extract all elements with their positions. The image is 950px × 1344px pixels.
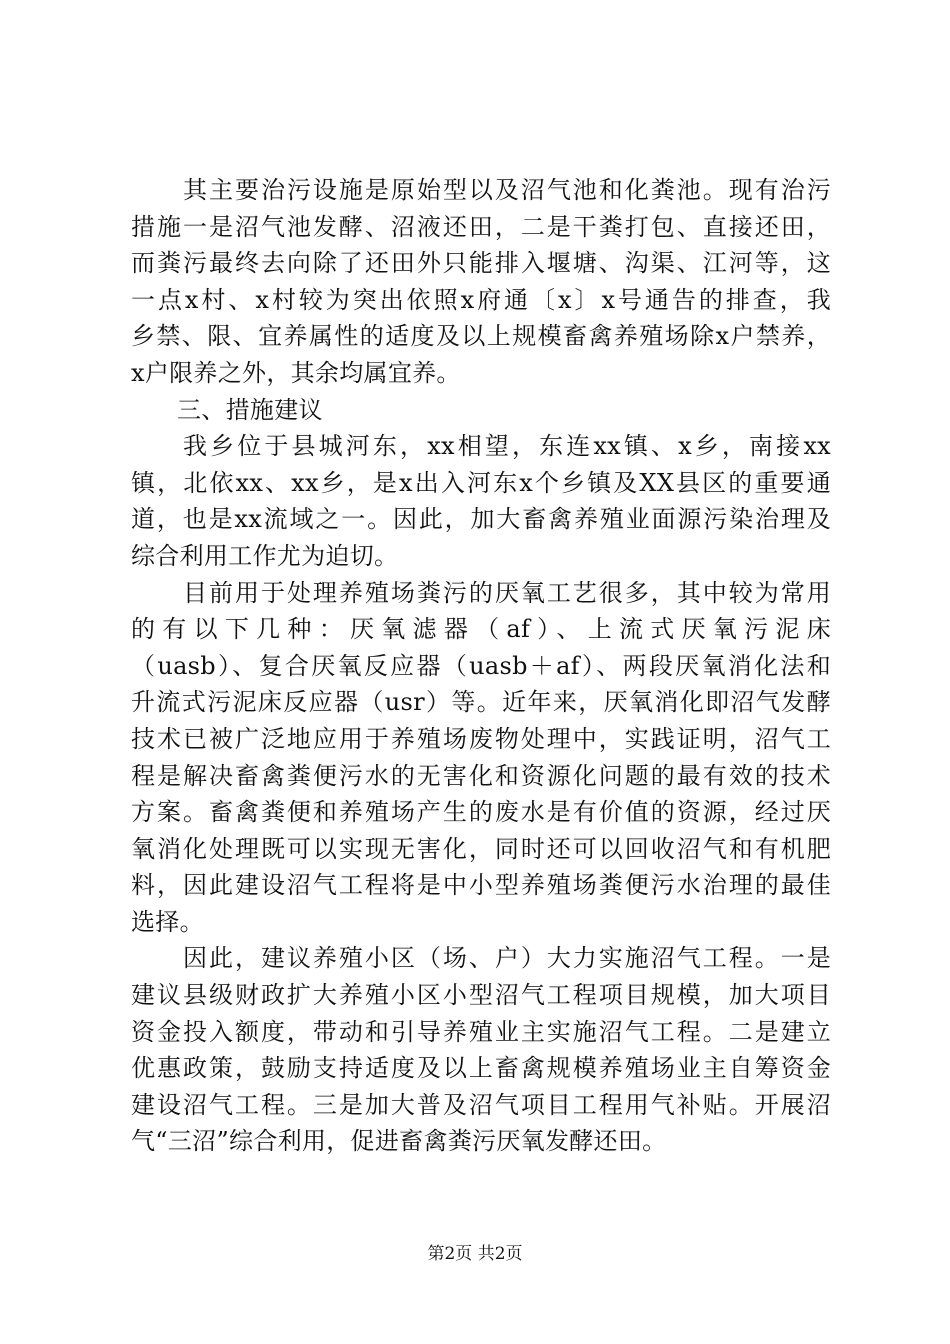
- body-text-line: 优惠政策，鼓励支持适度及以上畜禽规模养殖场业主自筹资金: [131, 1054, 831, 1083]
- body-text-line: 道，也是xx流域之一。因此，加大畜禽养殖业面源污染治理及: [131, 505, 831, 534]
- section-heading: 三、措施建议: [177, 395, 323, 424]
- body-text-line: 选择。: [131, 907, 204, 936]
- body-text-line: 乡禁、限、宜养属性的适度及以上规模畜禽养殖场除x户禁养，: [131, 322, 831, 351]
- body-text-line: 一点x村、x村较为突出依照x府通〔x〕x号通告的排查，我: [131, 285, 831, 314]
- document-body: [131, 172, 831, 1160]
- body-text-line: 我乡位于县城河东，xx相望，东连xx镇、x乡，南接xx: [183, 432, 831, 461]
- body-text-line: 建设沼气工程。三是加大普及沼气项目工程用气补贴。开展沼: [131, 1090, 831, 1119]
- body-text-line: 其主要治污设施是原始型以及沼气池和化粪池。现有治污: [183, 176, 831, 204]
- body-text-line: x户限养之外，其余均属宜养。: [131, 358, 461, 387]
- body-text-line: 升流式污泥床反应器（usr）等。近年来，厌氧消化即沼气发酵: [131, 688, 831, 717]
- body-text-line: 气“三沼”综合利用，促进畜禽粪污厌氧发酵还田。: [131, 1127, 667, 1156]
- body-text-line: 镇，北依xx、xx乡，是x出入河东x个乡镇及XX县区的重要通: [131, 468, 831, 497]
- body-text-line: 措施一是沼气池发酵、沼液还田，二是干粪打包、直接还田，: [131, 212, 831, 241]
- body-text-line: 的有以下几种：厌氧滤器（af）、上流式厌氧污泥床: [131, 615, 831, 644]
- body-text-line: 而粪污最终去向除了还田外只能排入堰塘、沟渠、江河等，这: [131, 249, 831, 278]
- body-text-line: 目前用于处理养殖场粪污的厌氧工艺很多，其中较为常用: [183, 578, 831, 607]
- body-text-line: 程是解决畜禽粪便污水的无害化和资源化问题的最有效的技术: [131, 761, 831, 790]
- body-text-line: 氧消化处理既可以实现无害化，同时还可以回收沼气和有机肥: [131, 834, 831, 863]
- body-text-line: 资金投入额度，带动和引导养殖业主实施沼气工程。二是建立: [131, 1017, 831, 1046]
- body-text-line: 方案。畜禽粪便和养殖场产生的废水是有价值的资源，经过厌: [131, 798, 831, 827]
- page-number-footer: 第2页 共2页: [427, 1244, 523, 1264]
- body-text-line: 技术已被广泛地应用于养殖场废物处理中，实践证明，沼气工: [131, 724, 831, 753]
- body-text-line: 料，因此建设沼气工程将是中小型养殖场粪便污水治理的最佳: [131, 871, 831, 900]
- body-text-line: 综合利用工作尤为迫切。: [131, 541, 399, 570]
- body-text-line: 因此，建议养殖小区（场、户）大力实施沼气工程。一是: [183, 944, 831, 973]
- body-text-line: （uasb）、复合厌氧反应器（uasb＋af）、两段厌氧消化法和: [131, 651, 831, 680]
- body-text-line: 建议县级财政扩大养殖小区小型沼气工程项目规模，加大项目: [131, 981, 831, 1010]
